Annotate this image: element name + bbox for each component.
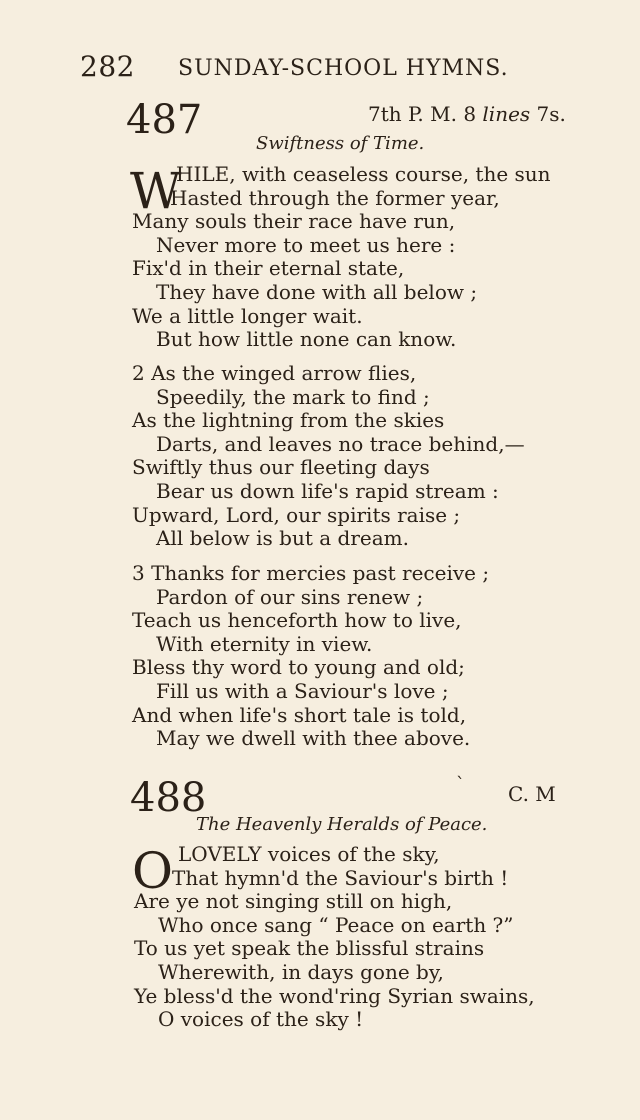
verse-line: All below is but a dream.	[156, 526, 409, 551]
verse-line: Hasted through the former year,	[170, 185, 500, 210]
verse-line: But how little none can know.	[156, 327, 457, 352]
drop-cap: W	[130, 162, 182, 220]
meter-prefix: 7th P. M. 8	[368, 102, 477, 126]
page-number: 282	[80, 50, 135, 83]
stanza-488-1	[134, 843, 604, 1032]
stanza-487-3	[132, 562, 602, 751]
stanza-487-2	[132, 362, 602, 551]
verse-line: HILE, with ceaseless course, the sun	[176, 162, 551, 186]
running-head	[80, 50, 560, 84]
verse-line: Fill us with a Saviour's love ;	[156, 678, 449, 703]
verse-line: Never more to meet us here :	[156, 232, 456, 257]
verse-line: Who once sang “ Peace on earth ?”	[158, 912, 514, 937]
verse-line: Upward, Lord, our spirits raise ;	[132, 502, 461, 527]
verse-line: Wherewith, in days gone by,	[158, 959, 444, 984]
verse-line: Swiftly thus our fleeting days	[132, 455, 430, 480]
verse-line: And when life's short tale is told,	[132, 702, 467, 727]
hymn-number-487: 487	[126, 97, 203, 143]
verse-line: We a little longer wait.	[132, 303, 363, 328]
verse-line: 2 As the winged arrow flies,	[132, 361, 417, 385]
verse-line: Fix'd in their eternal state,	[132, 256, 405, 281]
verse-line: Ye bless'd the wond'ring Syrian swains,	[134, 983, 535, 1008]
hymn-title-488: The Heavenly Heralds of Peace.	[196, 814, 488, 835]
running-title: SUNDAY-SCHOOL HYMNS.	[178, 56, 509, 81]
verse-line: 3 Thanks for mercies past receive ;	[132, 561, 490, 585]
verse-line: Pardon of our sins renew ;	[156, 584, 424, 609]
hymn-meter-487	[368, 102, 566, 126]
hymn-meter-488: C. M	[508, 782, 556, 806]
verse-line: Many souls their race have run,	[132, 209, 456, 234]
verse-line: With eternity in view.	[156, 631, 373, 656]
verse-line: That hymn'd the Saviour's birth !	[172, 865, 509, 890]
verse-line: Teach us henceforth how to live,	[132, 608, 462, 633]
meter-suffix: 7s.	[536, 102, 566, 126]
verse-line: O voices of the sky !	[158, 1007, 364, 1032]
verse-line: Darts, and leaves no trace behind,—	[156, 431, 525, 456]
verse-line: May we dwell with thee above.	[156, 726, 471, 751]
verse-line: Are ye not singing still on high,	[134, 889, 453, 914]
hymn-title-487: Swiftness of Time.	[256, 133, 425, 154]
verse-line: Bear us down life's rapid stream :	[156, 478, 499, 503]
verse-line: LOVELY voices of the sky,	[178, 842, 440, 866]
drop-cap: O	[132, 842, 173, 900]
verse-line: To us yet speak the blissful strains	[134, 936, 485, 961]
hymn-number-488: 488	[130, 775, 207, 821]
verse-line: As the lightning from the skies	[132, 408, 445, 433]
verse-line: Speedily, the mark to find ;	[156, 384, 430, 409]
stray-mark: `	[456, 774, 465, 795]
verse-line: Bless thy word to young and old;	[132, 655, 465, 680]
verse-line: They have done with all below ;	[156, 279, 478, 304]
stanza-487-1	[132, 163, 602, 352]
meter-italic: lines	[482, 102, 531, 126]
